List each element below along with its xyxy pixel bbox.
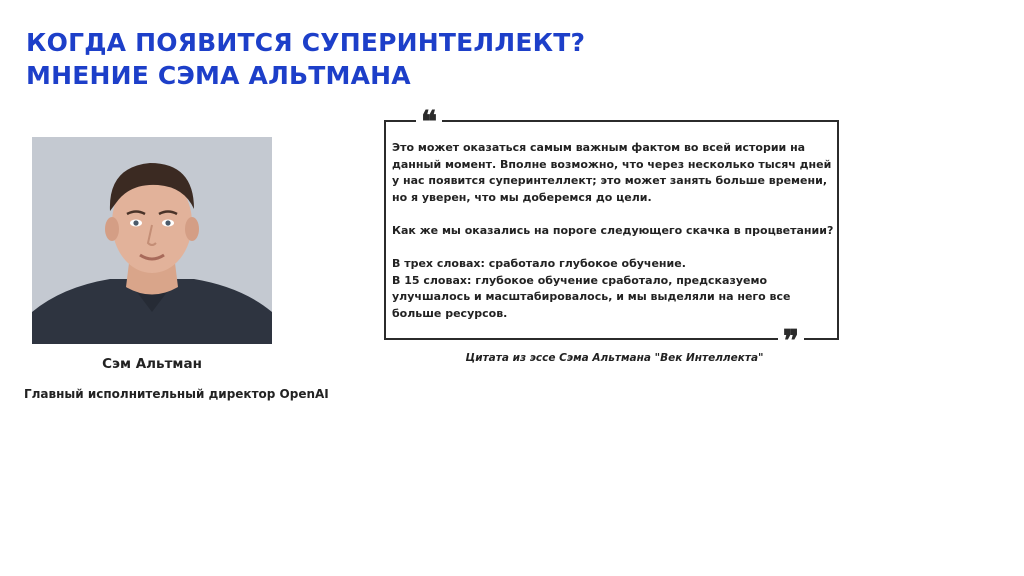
quote-paragraph-1: Это может оказаться самым важным фактом во всей истории на данный момент. Вполне возможно, что через несколько тысяч дней у нас появится суперинтеллект; это может занять больше времени, но я уверен, что мы доберемся до цели. (392, 141, 832, 204)
quote-paragraph-3: В трех словах: сработало глубокое обучение. (392, 257, 686, 271)
quote-paragraph-2: Как же мы оказались на пороге следующего скачка в процветании? (392, 223, 834, 237)
quote-paragraph-4: В 15 словах: глубокое обучение сработало, предсказуемо улучшалось и масштабировалось, и мы выделяли на него все больше ресурсов. (392, 273, 791, 320)
close-quote-icon: ❞ (778, 332, 804, 348)
quote-text (392, 140, 837, 323)
person-name: Сэм Альтман (102, 356, 202, 372)
slide-title-line-2: МНЕНИЕ СЭМА АЛЬТМАНА (26, 61, 411, 90)
quote-caption: Цитата из эссе Сэма Альтмана "Век Интеллекта" (465, 352, 764, 364)
portrait-illustration (32, 137, 272, 344)
portrait-photo (32, 137, 272, 344)
slide-title (26, 26, 585, 92)
slide-title-line-1: КОГДА ПОЯВИТСЯ СУПЕРИНТЕЛЛЕКТ? (26, 28, 586, 57)
open-quote-icon: ❝ (416, 113, 442, 129)
person-role: Главный исполнительный директор OpenAI (24, 387, 329, 401)
